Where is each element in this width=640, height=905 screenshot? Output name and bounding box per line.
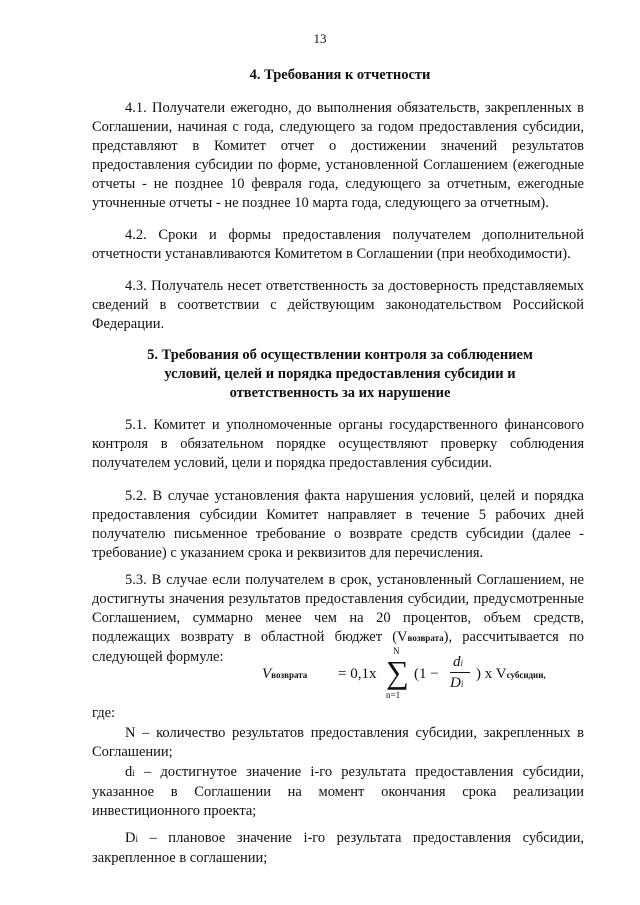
formula-numerator bbox=[453, 654, 463, 671]
definition-D-sub: i bbox=[135, 834, 138, 844]
formula-lhs-sub: возврата bbox=[271, 670, 308, 680]
formula-open: (1 − bbox=[414, 666, 439, 682]
formula-lhs bbox=[262, 666, 307, 683]
where-label: где: bbox=[92, 705, 116, 721]
formula-num-symbol: d bbox=[453, 654, 461, 670]
formula-sum-top: N bbox=[393, 646, 400, 656]
paragraph-5-3-end: ), рассчитывается по следующей формуле: bbox=[92, 629, 584, 665]
definition-d-text: – достигнутое значение i-го результата предоставления субсидии, указанное в Соглашении на момент окончания срока реализации инвестиционного проекта; bbox=[92, 764, 584, 819]
definition-d-letter: d bbox=[125, 764, 133, 780]
section-5-title-line-3: ответственность за их нарушение bbox=[229, 385, 451, 401]
paragraph-5-3-main: 5.3. В случае если получателем в срок, установленный Соглашением, не достигнуты значения результатов предоставления субсидии, предусмотренные Соглашением, суммарно менее чем на 20 процентов, объем средств, подлежащих возврату в областной бюджет (V bbox=[92, 572, 584, 645]
definition-d bbox=[92, 763, 584, 821]
section-5-title-line-1: 5. Требования об осуществлении контроля за соблюдением bbox=[147, 347, 533, 363]
formula-denominator bbox=[450, 675, 463, 692]
paragraph-5-2: 5.2. В случае установления факта нарушения условий, целей и порядка предоставления субсидии Комитет направляет в течение 5 рабочих дней получателю письменное требование о возврате средств субсидии (далее - требование) с указанием срока и реквизитов для перечисления. bbox=[92, 488, 584, 561]
section-5-title-line-2: условий, целей и порядка предоставления субсидии и bbox=[164, 366, 516, 382]
definition-n: N – количество результатов предоставления субсидии, закрепленных в Соглашении; bbox=[92, 725, 584, 760]
section-4-title: 4. Требования к отчетности bbox=[249, 67, 431, 83]
formula-close-text: ) x V bbox=[476, 666, 507, 682]
paragraph-5-3-sub: возврата bbox=[407, 633, 444, 643]
formula-den-symbol: D bbox=[450, 675, 461, 691]
formula-sum-bottom: n=1 bbox=[386, 690, 401, 700]
formula-den-sub: i bbox=[460, 679, 464, 689]
paragraph-4-3: 4.3. Получатель несет ответственность за достоверность представляемых сведений в соответствии с действующим законодательством Российской Федерации. bbox=[92, 278, 584, 332]
formula-close bbox=[476, 666, 546, 683]
definition-D-text: – плановое значение i-го результата предоставления субсидии, закрепленное в соглашении; bbox=[92, 830, 584, 866]
definition-D bbox=[92, 829, 584, 868]
formula-equals: = 0,1x bbox=[338, 666, 377, 682]
formula-sigma: ∑ bbox=[386, 654, 409, 690]
formula-lhs-symbol: V bbox=[262, 666, 272, 682]
paragraph-4-2: 4.2. Сроки и формы предоставления получателем дополнительной отчетности устанавливаются Комитетом в Соглашении (при необходимости). bbox=[92, 227, 584, 262]
refund-formula bbox=[262, 648, 582, 698]
paragraph-4-1: 4.1. Получатели ежегодно, до выполнения обязательств, закрепленных в Соглашении, начиная с года, следующего за годом предоставления субсидии, представляют в Комитет отчет о достижении значений результатов предоставления субсидии по форме, установленной Соглашением (ежегодные отчеты - не позднее 10 февраля года, следующего за отчетным, ежегодные уточненные отчеты - не позднее 10 марта года, следующего за отчетным). bbox=[92, 100, 584, 211]
definition-D-letter: D bbox=[125, 830, 136, 846]
definition-d-sub: i bbox=[132, 768, 135, 778]
paragraph-5-1: 5.1. Комитет и уполномоченные органы государственного финансового контроля в обязательном порядке осуществляют проверку соблюдения получателем условий, цели и порядка предоставления субсидии. bbox=[92, 417, 584, 471]
page-number: 13 bbox=[313, 31, 327, 46]
formula-rhs-sub: субсидии, bbox=[506, 670, 546, 680]
formula-num-sub: i bbox=[460, 658, 464, 668]
fraction-bar bbox=[450, 672, 470, 673]
